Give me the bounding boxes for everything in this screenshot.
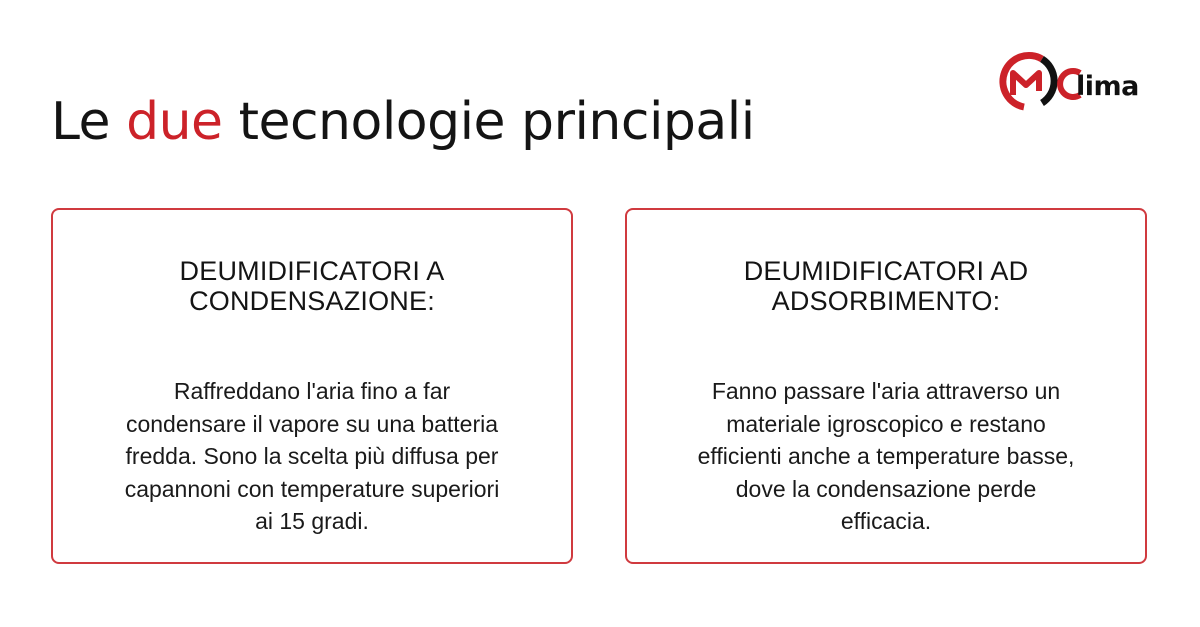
card-body — [657, 375, 1115, 538]
card-body-line: ai 15 gradi. — [255, 508, 369, 534]
card-heading-line: DEUMIDIFICATORI AD — [743, 256, 1029, 286]
card-adsorption — [625, 208, 1147, 564]
card-body-line: efficienti anche a temperature basse, — [697, 443, 1075, 469]
logo-wordmark: lima — [1076, 71, 1139, 102]
card-body-line: fredda. Sono la scelta più diffusa per — [125, 443, 499, 469]
card-heading — [627, 256, 1145, 316]
card-body — [83, 375, 541, 538]
card-body-line: dove la condensazione perde — [735, 475, 1037, 502]
card-heading-line: CONDENSAZIONE: — [189, 286, 435, 316]
brand-logo — [996, 43, 1156, 115]
card-body-line: condensare il vapore su una batteria — [125, 410, 499, 437]
card-body-line: Raffreddano l'aria fino a far — [173, 378, 451, 404]
title-accent-word: due — [126, 92, 223, 152]
card-body-line: capannoni con temperature superiori — [124, 475, 500, 502]
card-body-line: efficacia. — [840, 508, 932, 534]
card-condensation — [51, 208, 573, 564]
card-body-line: Fanno passare l'aria attraverso un — [711, 378, 1061, 404]
title-suffix: tecnologie principali — [222, 92, 755, 152]
card-body-line: materiale igroscopico e restano — [726, 410, 1046, 437]
card-heading-line: DEUMIDIFICATORI A — [179, 256, 445, 286]
title-prefix: Le — [51, 92, 127, 152]
card-heading — [53, 256, 571, 316]
card-heading-line: ADSORBIMENTO: — [771, 286, 1001, 316]
page-title — [51, 86, 755, 158]
